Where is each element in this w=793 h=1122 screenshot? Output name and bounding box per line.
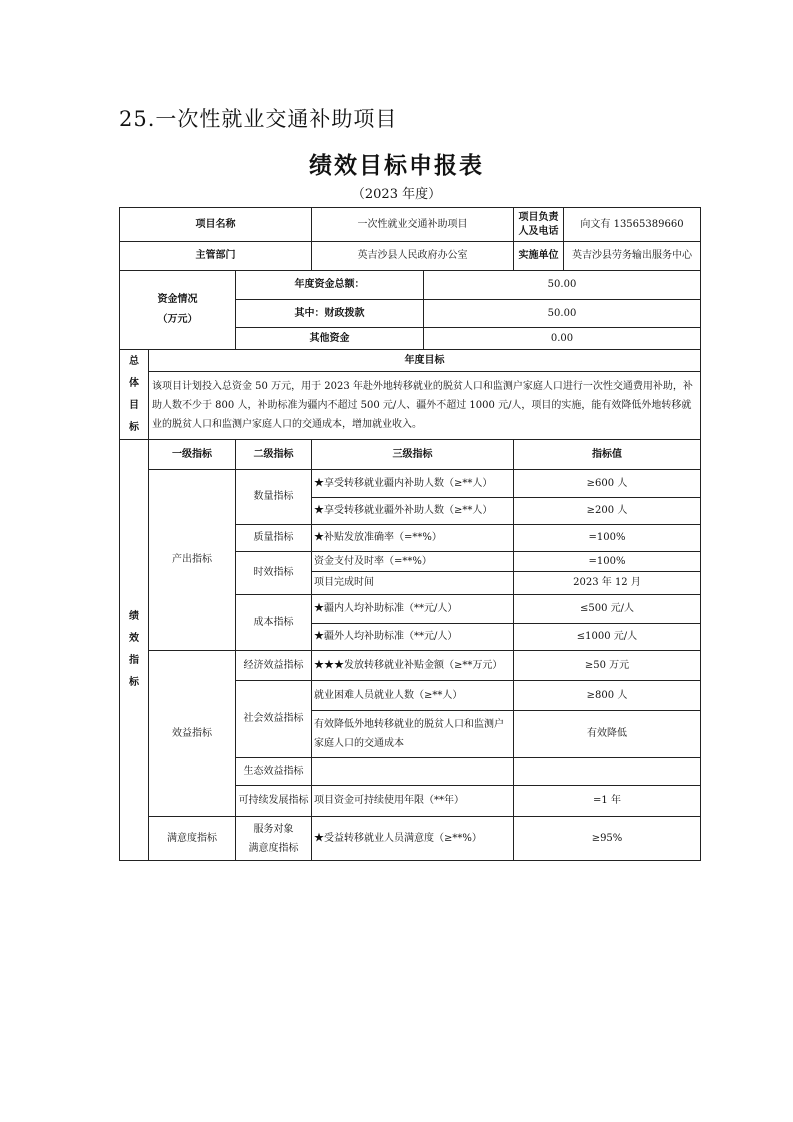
level2-service: [236, 817, 312, 861]
level2-social: 社会效益指标: [236, 681, 312, 758]
dept-value: 英吉沙县人民政府办公室: [312, 242, 514, 271]
leader-value: 向文有 13565389660: [564, 208, 701, 242]
indicator-name: 项目完成时间: [312, 572, 514, 595]
funds-fiscal-value: 50.00: [424, 300, 701, 328]
indicator-value: ≥200 人: [514, 498, 701, 525]
indicator-value: ≥600 人: [514, 470, 701, 498]
header-level1: 一级指标: [149, 440, 236, 470]
indicator-value: =100%: [514, 552, 701, 572]
indicator-name: 项目资金可持续使用年限（**年）: [312, 786, 514, 817]
header-value: 指标值: [514, 440, 701, 470]
level1-output: 产出指标: [149, 470, 236, 651]
header-level2: 二级指标: [236, 440, 312, 470]
level2-sustain: 可持续发展指标: [236, 786, 312, 817]
form-year: （2023 年度）: [351, 187, 442, 202]
goal-side-char: 体: [129, 377, 139, 389]
leader-label: 项目负责人及电话: [514, 208, 564, 242]
indicator-name: 有效降低外地转移就业的脱贫人口和监测户家庭人口的交通成本: [312, 711, 514, 758]
funds-label: [120, 271, 236, 350]
indicator-name: ★受益转移就业人员满意度（≥**%）: [312, 817, 514, 861]
indicator-name: 就业困难人员就业人数（≥**人）: [312, 681, 514, 711]
indicator-value: =100%: [514, 525, 701, 552]
indicator-value: ≥800 人: [514, 681, 701, 711]
goal-side-label: [120, 350, 149, 440]
goal-side-char: 目: [129, 399, 139, 411]
indicator-side-label: [120, 440, 149, 861]
performance-target-table: [119, 207, 701, 861]
level2-service-line1: 服务对象: [253, 823, 294, 835]
impl-label: 实施单位: [514, 242, 564, 271]
dept-label: 主管部门: [120, 242, 312, 271]
row-funds-total: [120, 271, 701, 300]
level2-time: 时效指标: [236, 552, 312, 595]
row-indicator-header: [120, 440, 701, 470]
indicator-value: 2023 年 12 月: [514, 572, 701, 595]
row-department: [120, 242, 701, 271]
level1-satisfaction: 满意度指标: [149, 817, 236, 861]
indicator-side-char: 标: [129, 677, 139, 688]
header-level3: 三级指标: [312, 440, 514, 470]
funds-label-line1: 资金情况: [157, 294, 198, 305]
row-project-name: [120, 208, 701, 242]
indicator-value: ≥95%: [514, 817, 701, 861]
project-name-value: 一次性就业交通补助项目: [312, 208, 514, 242]
indicator-value: ≥50 万元: [514, 651, 701, 681]
project-name-label: 项目名称: [120, 208, 312, 242]
table-row: [120, 651, 701, 681]
funds-other-value: 0.00: [424, 328, 701, 350]
indicator-name: 资金支付及时率（=**%）: [312, 552, 514, 572]
indicator-name: ★享受转移就业疆内补助人数（≥**人）: [312, 470, 514, 498]
indicator-name-empty: [312, 758, 514, 786]
level2-cost: 成本指标: [236, 595, 312, 651]
indicator-value-empty: [514, 758, 701, 786]
row-goal-text: [120, 372, 701, 440]
goal-side-char: 总: [129, 355, 139, 367]
goal-header: 年度目标: [149, 350, 701, 372]
indicator-name: ★★★发放转移就业补贴金额（≥**万元）: [312, 651, 514, 681]
funds-other-label: 其他资金: [236, 328, 424, 350]
indicator-side-char: 指: [129, 655, 139, 666]
level2-economic: 经济效益指标: [236, 651, 312, 681]
table-row: [120, 817, 701, 861]
section-heading: 25.一次性就业交通补助项目: [119, 107, 398, 131]
level2-service-line2: 满意度指标: [248, 842, 299, 854]
indicator-name: ★补贴发放准确率（=**%）: [312, 525, 514, 552]
indicator-name: ★疆外人均补助标准（**元/人）: [312, 624, 514, 651]
indicator-side-char: 绩: [129, 611, 139, 622]
funds-total-value: 50.00: [424, 271, 701, 300]
indicator-value: ≤1000 元/人: [514, 624, 701, 651]
level2-quantity: 数量指标: [236, 470, 312, 525]
indicator-side-char: 效: [129, 633, 139, 644]
indicator-name: ★疆内人均补助标准（**元/人）: [312, 595, 514, 624]
goal-text: 该项目计划投入总资金 50 万元，用于 2023 年赴外地转移就业的脱贫人口和监测户家庭人口进行一次性交通费用补助，补助人数不少于 800 人，补助标准为疆内不超过 500 元/人、疆外不超过 1000 元/人，项目的实施，能有效降低外地转移就业的脱贫人口和监测户家庭人口的交通成本，增加就业收入。: [149, 372, 701, 440]
level2-quality: 质量指标: [236, 525, 312, 552]
level1-benefit: 效益指标: [149, 651, 236, 817]
indicator-value: =1 年: [514, 786, 701, 817]
form-title: 绩效目标申报表: [309, 153, 484, 179]
table-row: [120, 470, 701, 498]
indicator-value: ≤500 元/人: [514, 595, 701, 624]
indicator-value: 有效降低: [514, 711, 701, 758]
funds-label-line2: （万元）: [157, 314, 198, 325]
funds-total-label: 年度资金总额：: [236, 271, 424, 300]
level2-ecology: 生态效益指标: [236, 758, 312, 786]
row-goal-header: [120, 350, 701, 372]
impl-value: 英吉沙县劳务输出服务中心: [564, 242, 701, 271]
funds-fiscal-label: 其中：财政拨款: [236, 300, 424, 328]
indicator-name: ★享受转移就业疆外补助人数（≥**人）: [312, 498, 514, 525]
goal-side-char: 标: [129, 421, 139, 433]
